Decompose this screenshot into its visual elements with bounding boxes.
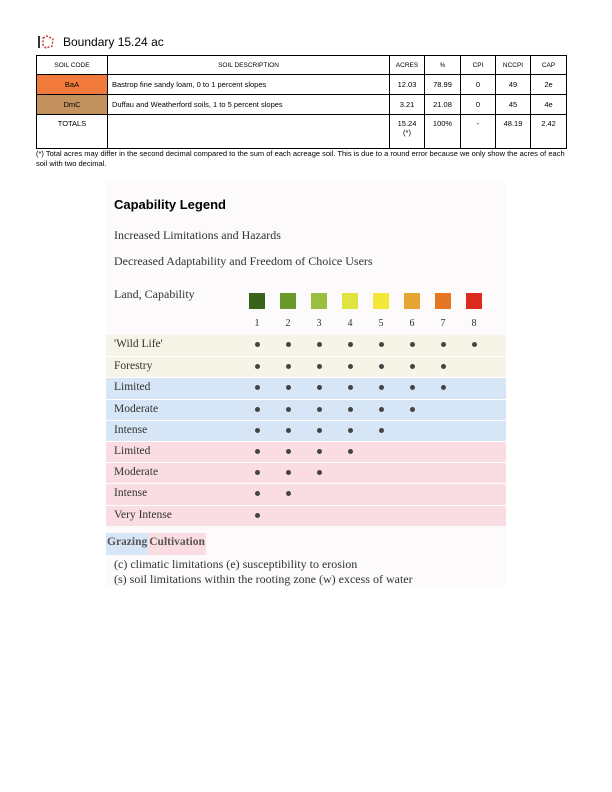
legend-row — [106, 377, 506, 398]
capability-dot — [286, 364, 291, 369]
capability-dot — [379, 342, 384, 347]
cpi-cell: 0 — [461, 95, 496, 115]
nccpi-cell: 45 — [496, 95, 531, 115]
header-percent: % — [425, 56, 461, 75]
capability-dot — [348, 385, 353, 390]
cpi-cell: 0 — [461, 75, 496, 95]
capability-dot — [286, 407, 291, 412]
capability-dot — [286, 491, 291, 496]
legend-row — [106, 483, 506, 504]
capability-dot — [379, 385, 384, 390]
grazing-key: Grazing — [106, 533, 148, 555]
capability-dot — [286, 428, 291, 433]
header-soil-code: SOIL CODE — [37, 56, 108, 75]
header-cpi: CPI — [461, 56, 496, 75]
capability-dot — [286, 385, 291, 390]
class-swatch-7 — [435, 293, 451, 309]
soil-description-cell: Bastrop fine sandy loam, 0 to 1 percent slopes — [108, 75, 390, 95]
capability-dot — [255, 491, 260, 496]
capability-dot — [255, 513, 260, 518]
soil-table — [36, 55, 567, 149]
legend-row — [106, 420, 506, 441]
capability-dot — [410, 342, 415, 347]
legend-row-label: Limited — [114, 444, 151, 457]
capability-dot — [286, 449, 291, 454]
capability-dot — [255, 449, 260, 454]
capability-legend — [106, 181, 506, 587]
capability-dot — [286, 470, 291, 475]
capability-dot — [441, 364, 446, 369]
class-number: 3 — [316, 318, 322, 329]
legend-row-label: Intense — [114, 423, 148, 436]
soil-table-header — [37, 56, 567, 75]
capability-dot — [410, 364, 415, 369]
legend-row — [106, 335, 506, 356]
class-swatch-6 — [404, 293, 420, 309]
totals-acres: 15.24(*) — [390, 115, 425, 149]
legend-footnote-c-e: (c) climatic limitations (e) susceptibility to erosion — [114, 557, 358, 571]
capability-dot — [441, 385, 446, 390]
legend-row-label: Limited — [114, 381, 151, 394]
totals-label: TOTALS — [37, 115, 108, 149]
capability-dot — [255, 342, 260, 347]
totals-cpi: - — [461, 115, 496, 149]
totals-empty-cell — [108, 115, 390, 149]
class-number: 8 — [471, 318, 477, 329]
legend-keys — [106, 533, 206, 555]
class-swatch-4 — [342, 293, 358, 309]
legend-row-label: Moderate — [114, 466, 159, 479]
header-soil-description: SOIL DESCRIPTION — [108, 56, 390, 75]
legend-row-label: Intense — [114, 487, 148, 500]
percent-cell: 78.99 — [425, 75, 461, 95]
capability-dot — [379, 364, 384, 369]
header-cap: CAP — [531, 56, 567, 75]
capability-dot — [410, 385, 415, 390]
legend-row-label: 'Wild Life' — [114, 338, 163, 350]
capability-dot — [317, 364, 322, 369]
legend-row — [106, 462, 506, 483]
capability-dot — [348, 449, 353, 454]
class-number: 2 — [285, 318, 291, 329]
acres-cell: 3.21 — [390, 95, 425, 115]
capability-dot — [348, 428, 353, 433]
capability-dot — [255, 407, 260, 412]
header-acres: ACRES — [390, 56, 425, 75]
legend-row — [106, 399, 506, 420]
legend-row — [106, 441, 506, 462]
class-swatch-8 — [466, 293, 482, 309]
capability-dot — [317, 428, 322, 433]
cap-cell: 4e — [531, 95, 567, 115]
soil-description-cell: Duffau and Weatherford soils, 1 to 5 percent slopes — [108, 95, 390, 115]
acres-cell: 12.03 — [390, 75, 425, 95]
header-nccpi: NCCPI — [496, 56, 531, 75]
legend-row — [106, 505, 506, 526]
legend-footnote-s-w: (s) soil limitations within the rooting zone (w) excess of water — [114, 572, 413, 586]
capability-dot — [255, 470, 260, 475]
capability-dot — [317, 470, 322, 475]
capability-dot — [348, 364, 353, 369]
capability-dot — [472, 342, 477, 347]
cultivation-key: Cultivation — [148, 533, 206, 555]
rounding-note: (*) Total acres may differ in the second decimal compared to the sum of each acreage soil. This is due to a round error because we only show the acres of each soil with two decimal. — [36, 149, 565, 168]
capability-dot — [317, 407, 322, 412]
class-number: 5 — [378, 318, 384, 329]
totals-cap: 2.42 — [531, 115, 567, 149]
table-row — [37, 75, 567, 95]
class-swatch-3 — [311, 293, 327, 309]
nccpi-cell: 49 — [496, 75, 531, 95]
capability-dot — [410, 407, 415, 412]
capability-dot — [255, 385, 260, 390]
class-number: 4 — [347, 318, 353, 329]
soil-code-cell: DmC — [37, 95, 108, 115]
boundary-label: Boundary 15.24 ac — [63, 35, 164, 49]
capability-dot — [348, 342, 353, 347]
class-number: 1 — [254, 318, 260, 329]
legend-line-limitations: Increased Limitations and Hazards — [114, 228, 281, 242]
percent-cell: 21.08 — [425, 95, 461, 115]
capability-dot — [317, 342, 322, 347]
legend-line-adaptability: Decreased Adaptability and Freedom of Choice Users — [114, 254, 373, 268]
class-swatch-1 — [249, 293, 265, 309]
capability-dot — [379, 428, 384, 433]
legend-row-label: Forestry — [114, 360, 153, 373]
legend-rows — [106, 335, 506, 526]
capability-dot — [379, 407, 384, 412]
totals-row — [37, 115, 567, 149]
legend-title: Capability Legend — [114, 197, 226, 212]
totals-percent: 100% — [425, 115, 461, 149]
capability-dot — [255, 428, 260, 433]
cap-cell: 2e — [531, 75, 567, 95]
capability-dot — [317, 385, 322, 390]
soil-code-cell: BaA — [37, 75, 108, 95]
class-swatch-2 — [280, 293, 296, 309]
legend-row-label: Very Intense — [114, 508, 172, 521]
legend-row — [106, 356, 506, 377]
capability-dot — [286, 342, 291, 347]
legend-row-label: Moderate — [114, 402, 159, 415]
capability-dot — [348, 407, 353, 412]
class-number: 6 — [409, 318, 415, 329]
boundary-header — [37, 33, 164, 51]
capability-dot — [255, 364, 260, 369]
totals-nccpi: 48.19 — [496, 115, 531, 149]
boundary-icon — [37, 35, 55, 49]
table-row — [37, 95, 567, 115]
class-number: 7 — [440, 318, 446, 329]
legend-line-land-capability: Land, Capability — [114, 287, 195, 301]
capability-dot — [317, 449, 322, 454]
capability-dot — [441, 342, 446, 347]
class-swatch-5 — [373, 293, 389, 309]
